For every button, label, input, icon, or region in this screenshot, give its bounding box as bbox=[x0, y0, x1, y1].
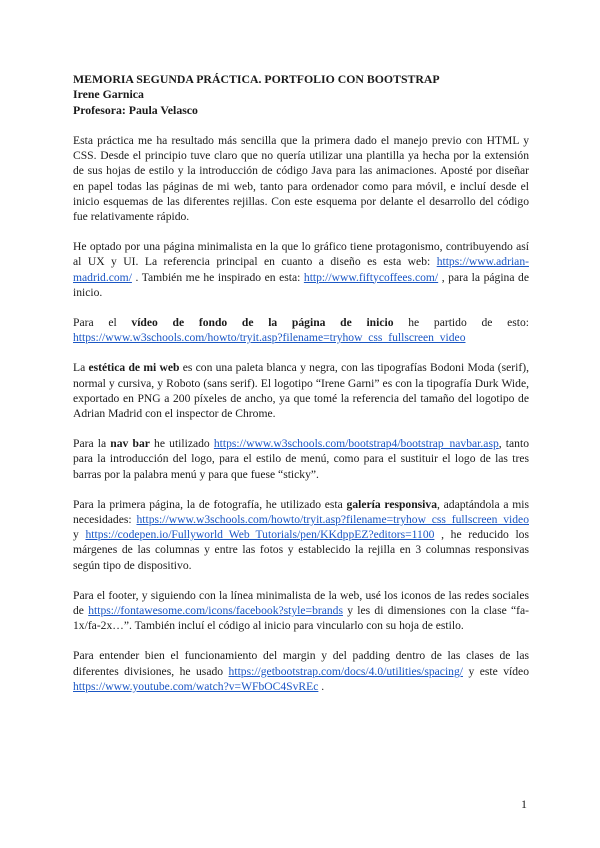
paragraph-gallery: Para la primera página, la de fotografía, he utilizado esta galería responsiva, adaptándola a mis necesidades: https://www.w3schools.com/howto/tryit.asp?filename=tryhow_css_fullscreen_video y https://codepen.io/Fullyworld_Web_Tutorials/pen/KKdppEZ?editors=1100 , he reducido los márgenes de las columnas y entre las fotos y establecido la rejilla en 3 columnas responsivas según tipo de dispositivo. bbox=[73, 497, 529, 572]
link-adrian-madrid[interactable]: https://www.adrian-madrid.com/ bbox=[73, 255, 529, 284]
paragraph-design: He optado por una página minimalista en la que lo gráfico tiene protagonismo, contribuyendo así al UX y UI. La referencia principal en cuanto a diseño es esta web: https://www.adrian-madrid.com/ . También me he inspirado en esta: http://www.fiftycoffees.com/ , para la página de inicio. bbox=[73, 240, 529, 299]
link-youtube-video[interactable]: https://www.youtube.com/watch?v=WFbOC4SvREc bbox=[73, 679, 319, 693]
document-page bbox=[73, 72, 529, 694]
paragraph-intro: Esta práctica me ha resultado más sencilla que la primera dado el manejo previo con HTML y CSS. Desde el principio tuve claro que no quería utilizar una plantilla ya hecha por la extensión de sus hojas de estilo y la introducción de código Java para las animaciones. Aposté por diseñar en papel todas las páginas de mi web, tanto para ordenador como para móvil, e incluí desde el inicio esquemas de las diferentes rejillas. Con este esquema por delante el desarrollo del código fue relativamente rápido. bbox=[73, 133, 529, 223]
paragraph-navbar: Para la nav bar he utilizado https://www.w3schools.com/bootstrap4/bootstrap_navbar.asp, tanto para la introducción del logo, para el estilo de menú, como para el sustituir el logo de las tres barras por la palabra menú y para que fuese “sticky”. bbox=[73, 437, 529, 481]
link-fontawesome[interactable]: https://fontawesome.com/icons/facebook?style=brands bbox=[88, 603, 343, 617]
link-bootstrap-spacing[interactable]: https://getbootstrap.com/docs/4.0/utilities/spacing/ bbox=[228, 664, 463, 678]
teacher-name: Profesora: Paula Velasco bbox=[73, 102, 198, 117]
page-number: 1 bbox=[521, 797, 527, 811]
document-header bbox=[73, 72, 529, 118]
link-codepen[interactable]: https://codepen.io/Fullyworld_Web_Tutorials/pen/KKdppEZ?editors=1100 bbox=[85, 528, 435, 542]
author-name: Irene Garnica bbox=[73, 87, 144, 102]
link-w3-navbar[interactable]: https://www.w3schools.com/bootstrap4/bootstrap_navbar.asp bbox=[213, 437, 499, 451]
link-w3-fullscreen-video[interactable]: https://www.w3schools.com/howto/tryit.asp?filename=tryhow_css_fullscreen_video bbox=[73, 331, 466, 345]
paragraph-spacing: Para entender bien el funcionamiento del margin y del padding dentro de las clases de las diferentes divisiones, he usado https://getbootstrap.com/docs/4.0/utilities/spacing/ y este vídeo https://www.youtube.com/watch?v=WFbOC4SvREc . bbox=[73, 649, 529, 693]
link-fiftycoffees[interactable]: http://www.fiftycoffees.com/ bbox=[303, 270, 439, 284]
paragraph-aesthetic: La estética de mi web es con una paleta blanca y negra, con las tipografías Bodoni Moda (serif), normal y cursiva, y Roboto (sans serif). El logotipo “Irene Garni” es con la tipografía Durk Wide, exportado en PNG a 200 píxeles de ancho, ya que tomé la referencia del tamaño del logotipo de Adrian Madrid con el inspector de Chrome. bbox=[73, 361, 530, 420]
paragraph-video: Para el vídeo de fondo de la página de inicio he partido de esto: https://www.w3schools.com/howto/tryit.asp?filename=tryhow_css_fullscreen_video bbox=[73, 315, 530, 345]
document-title: MEMORIA SEGUNDA PRÁCTICA. PORTFOLIO CON BOOTSTRAP bbox=[73, 72, 440, 86]
link-w3-gallery[interactable]: https://www.w3schools.com/howto/tryit.asp?filename=tryhow_css_fullscreen_video bbox=[136, 512, 529, 526]
paragraph-footer: Para el footer, y siguiendo con la línea minimalista de la web, usé los iconos de las redes sociales de https://fontawesome.com/icons/facebook?style=brands y les di dimensiones con la clase “fa-1x/fa-2x…”. También incluí el código al inicio para vincularlo con su hoja de estilo. bbox=[73, 588, 529, 633]
